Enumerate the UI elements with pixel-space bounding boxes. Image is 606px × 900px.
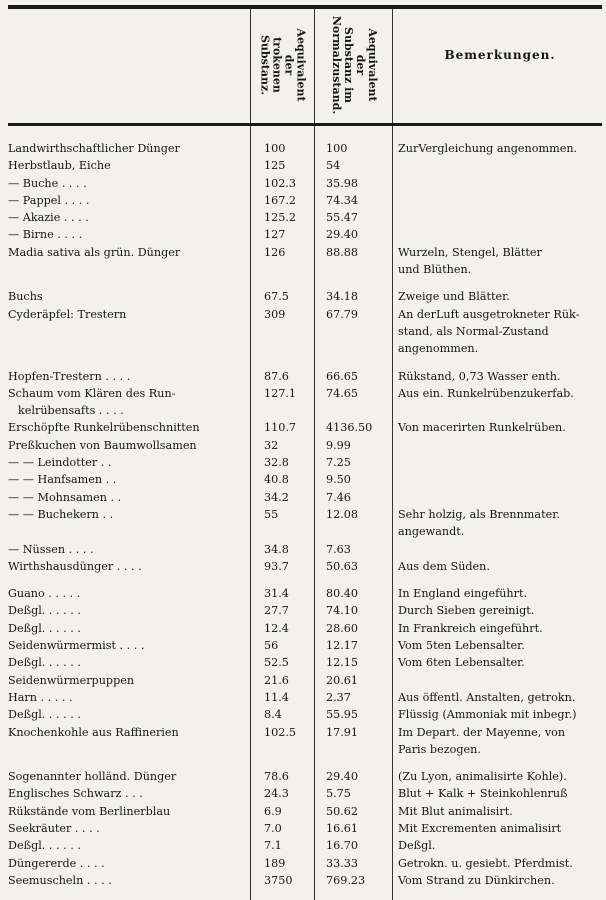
row-remark: Aus ein. Runkelrübenzukerfab. — [398, 386, 574, 400]
row-name: Schaum vom Klären des Run- — [8, 386, 176, 400]
equiv-dry-value: 31.4 — [264, 587, 289, 601]
equiv-normal-value: 2.37 — [326, 690, 351, 704]
row-gap — [8, 278, 602, 288]
equiv-normal-value: 769.23 — [326, 873, 366, 887]
equiv-dry-value: 102.5 — [264, 725, 297, 739]
row-remark: Rükstand, 0,73 Wasser enth. — [398, 369, 561, 383]
table-row — [8, 454, 602, 471]
row-remark: ZurVergleichung angenommen. — [398, 142, 578, 155]
row-remark: Aus öffentl. Anstalten, getrokn. — [398, 690, 576, 704]
equiv-dry-value: 110.7 — [264, 421, 297, 435]
equiv-dry-value: 7.0 — [264, 821, 282, 835]
row-remark: Vom 5ten Lebensalter. — [398, 639, 525, 653]
row-name: Deßgl. . . . . . — [8, 708, 81, 722]
header-equiv-dry-label: Aequivalent der trokenen Substanz. — [259, 28, 308, 102]
table-row — [8, 471, 602, 488]
equiv-normal-value: 100 — [326, 142, 348, 155]
equiv-dry-value: 189 — [264, 856, 286, 870]
header-equiv-normal — [316, 10, 392, 120]
table-row — [8, 419, 602, 436]
row-name: Deßgl. . . . . . — [8, 621, 81, 635]
equiv-normal-value: 16.61 — [326, 821, 359, 835]
row-name: — — Mohnsamen . . — [8, 490, 122, 504]
row-remark: An derLuft ausgetrokneter Rük- stand, als Normal-Zustand angenommen. — [398, 307, 580, 356]
equiv-normal-value: 80.40 — [326, 587, 359, 601]
row-name: — Nüssen . . . . — [8, 542, 94, 556]
equiv-dry-value: 87.6 — [264, 369, 289, 383]
row-remark: Mit Blut animalisirt. — [398, 804, 513, 818]
row-remark: In England eingeführt. — [398, 587, 528, 601]
equiv-normal-value: 35.98 — [326, 176, 359, 190]
equiv-normal-value: 28.60 — [326, 621, 359, 635]
row-name: Erschöpfte Runkelrübenschnitten — [8, 421, 200, 435]
row-name: Landwirthschaftlicher Dünger — [8, 142, 180, 155]
equiv-normal-value: 12.08 — [326, 507, 359, 521]
row-remark: Vom 6ten Lebensalter. — [398, 656, 525, 670]
row-name: — Birne . . . . — [8, 228, 83, 242]
row-name: Hopfen-Trestern . . . . — [8, 369, 131, 383]
equiv-normal-value: 29.40 — [326, 228, 359, 242]
row-remark: Getrokn. u. gesiebt. Pferdmist. — [398, 856, 573, 870]
equiv-normal-value: 74.65 — [326, 386, 359, 400]
row-remark: Zweige und Blätter. — [398, 290, 510, 304]
table-row — [8, 506, 602, 541]
table-row — [8, 654, 602, 671]
equiv-normal-value: 55.47 — [326, 211, 359, 225]
equiv-dry-value: 21.6 — [264, 673, 289, 687]
row-name: — — Leindotter . . — [8, 456, 112, 470]
row-remark: (Zu Lyon, animalisirte Kohle). — [398, 770, 567, 784]
equiv-dry-value: 27.7 — [264, 604, 289, 618]
equiv-normal-value: 50.63 — [326, 559, 359, 573]
equiv-normal-value: 12.17 — [326, 639, 359, 653]
table-row — [8, 368, 602, 385]
table-row — [8, 820, 602, 837]
equiv-dry-value: 167.2 — [264, 193, 297, 207]
equiv-dry-value: 127.1 — [264, 386, 297, 400]
equiv-dry-value: 56 — [264, 639, 279, 653]
table-row — [8, 637, 602, 654]
equiv-dry-value: 93.7 — [264, 559, 289, 573]
equiv-dry-value: 125 — [264, 159, 286, 173]
table-body — [8, 140, 602, 889]
row-remark: Flüssig (Ammoniak mit inbegr.) — [398, 708, 577, 722]
table-row — [8, 785, 602, 802]
table-row — [8, 306, 602, 358]
row-remark: Mit Excrementen animalisirt — [398, 821, 562, 835]
equiv-dry-value: 125.2 — [264, 211, 297, 225]
row-gap — [8, 575, 602, 585]
equiv-dry-value: 32 — [264, 438, 279, 452]
row-remark: In Frankreich eingeführt. — [398, 621, 543, 635]
table-row — [8, 803, 602, 820]
equiv-normal-value: 34.18 — [326, 290, 359, 304]
equiv-normal-value: 16.70 — [326, 839, 359, 853]
equiv-normal-value: 50.62 — [326, 804, 359, 818]
equiv-normal-value: 66.65 — [326, 369, 359, 383]
row-name: Cyderäpfel: Trestern — [8, 307, 127, 321]
equiv-dry-value: 11.4 — [264, 690, 289, 704]
equiv-normal-value: 7.25 — [326, 456, 351, 470]
row-name: — Pappel . . . . — [8, 193, 90, 207]
table-row — [8, 837, 602, 854]
table-row — [8, 768, 602, 785]
row-remark: Von macerirten Runkelrüben. — [398, 421, 566, 435]
row-name: Guano . . . . . — [8, 587, 81, 601]
row-name: — Buche . . . . — [8, 176, 87, 190]
row-name: Buchs — [8, 290, 43, 304]
equiv-dry-value: 102.3 — [264, 176, 297, 190]
row-remark: Durch Sieben gereinigt. — [398, 604, 535, 618]
header-equiv-normal-label: Aequivalent der Substanz im Normalzustand. — [330, 15, 380, 115]
table-row — [8, 209, 602, 226]
equiv-normal-value: 12.15 — [326, 656, 359, 670]
row-name: Preßkuchen von Baumwollsamen — [8, 438, 197, 452]
equiv-normal-value: 29.40 — [326, 770, 359, 784]
row-name: Deßgl. . . . . . — [8, 656, 81, 670]
equiv-dry-value: 34.8 — [264, 542, 289, 556]
equiv-normal-value: 7.46 — [326, 490, 351, 504]
row-name: Deßgl. . . . . . — [8, 604, 81, 618]
table-row — [8, 437, 602, 454]
row-gap — [8, 758, 602, 768]
equiv-dry-value: 7.1 — [264, 839, 282, 853]
table-row — [8, 672, 602, 689]
equiv-dry-value: 55 — [264, 507, 279, 521]
table-row — [8, 620, 602, 637]
row-name: — — Buchekern . . — [8, 507, 114, 521]
table-row — [8, 855, 602, 872]
table-row — [8, 192, 602, 209]
row-remark: Wurzeln, Stengel, Blätter und Blüthen. — [398, 245, 542, 277]
equiv-normal-value: 88.88 — [326, 245, 359, 259]
table-row — [8, 602, 602, 619]
row-name: Seekräuter . . . . — [8, 821, 100, 835]
row-name: — — Hanfsamen . . — [8, 473, 117, 487]
row-name: Herbstlaub, Eiche — [8, 159, 111, 173]
equiv-dry-value: 24.3 — [264, 787, 289, 801]
equiv-normal-value: 17.91 — [326, 725, 359, 739]
equiv-dry-value: 78.6 — [264, 770, 289, 784]
table-row — [8, 157, 602, 174]
table-row — [8, 175, 602, 192]
equiv-normal-value: 5.75 — [326, 787, 351, 801]
table-row — [8, 724, 602, 759]
table-row — [8, 585, 602, 602]
row-name: Sogenannter holländ. Dünger — [8, 770, 177, 784]
header-equiv-dry — [252, 10, 314, 120]
equiv-normal-value: 54 — [326, 159, 341, 173]
table-row — [8, 872, 602, 889]
equiv-normal-value: 33.33 — [326, 856, 359, 870]
equiv-dry-value: 100 — [264, 142, 286, 155]
table-row — [8, 689, 602, 706]
equiv-normal-value: 20.61 — [326, 673, 359, 687]
row-name: Seidenwürmermist . . . . — [8, 639, 145, 653]
row-name: Deßgl. . . . . . — [8, 839, 81, 853]
equiv-dry-value: 309 — [264, 307, 286, 321]
row-name: Englisches Schwarz . . . — [8, 787, 143, 801]
equiv-normal-value: 4136.50 — [326, 421, 373, 435]
equiv-dry-value: 34.2 — [264, 490, 289, 504]
header-rule — [8, 123, 602, 126]
equiv-normal-value: 55.95 — [326, 708, 359, 722]
row-name-continuation: kelrübensafts . . . . — [18, 404, 124, 418]
row-name: Harn . . . . . — [8, 690, 73, 704]
row-name: — Akazie . . . . — [8, 211, 89, 225]
row-remark: Vom Strand zu Dünkirchen. — [398, 873, 555, 887]
row-remark: Deßgl. — [398, 839, 436, 853]
table-row — [8, 558, 602, 575]
equiv-dry-value: 67.5 — [264, 290, 289, 304]
row-remark: Blut + Kalk + Steinkohlenruß — [398, 787, 568, 801]
equiv-dry-value: 52.5 — [264, 656, 289, 670]
table-row — [8, 541, 602, 558]
equiv-normal-value: 74.34 — [326, 193, 359, 207]
row-name: Seemuscheln . . . . — [8, 873, 112, 887]
table-row — [8, 706, 602, 723]
row-remark: Aus dem Süden. — [398, 559, 490, 573]
row-name: Knochenkohle aus Raffinerien — [8, 725, 179, 739]
row-name: Rükstände vom Berlinerblau — [8, 804, 171, 818]
row-gap — [8, 358, 602, 368]
table-row — [8, 226, 602, 243]
row-name: Düngererde . . . . — [8, 856, 105, 870]
equiv-dry-value: 6.9 — [264, 804, 282, 818]
equiv-dry-value: 40.8 — [264, 473, 289, 487]
equiv-normal-value: 9.99 — [326, 438, 351, 452]
table-row — [8, 140, 602, 157]
equiv-dry-value: 126 — [264, 245, 286, 259]
row-name: Wirthshausdünger . . . . — [8, 559, 142, 573]
table-row — [8, 385, 602, 420]
row-remark: Sehr holzig, als Brennmater. angewandt. — [398, 507, 560, 539]
row-name: Madia sativa als grün. Dünger — [8, 245, 181, 259]
row-name: Seidenwürmerpuppen — [8, 673, 135, 687]
equiv-dry-value: 32.8 — [264, 456, 289, 470]
equiv-normal-value: 67.79 — [326, 307, 359, 321]
equiv-normal-value: 7.63 — [326, 542, 351, 556]
table-row — [8, 244, 602, 279]
table-row — [8, 288, 602, 305]
top-rule — [8, 5, 602, 9]
equiv-dry-value: 3750 — [264, 873, 293, 887]
equiv-dry-value: 127 — [264, 228, 286, 242]
row-remark: Im Depart. der Mayenne, von Paris bezogen. — [398, 725, 566, 756]
equiv-normal-value: 9.50 — [326, 473, 351, 487]
equiv-normal-value: 74.10 — [326, 604, 359, 618]
header-remarks: Bemerkungen. — [444, 48, 556, 62]
table-row — [8, 489, 602, 506]
equiv-dry-value: 8.4 — [264, 708, 282, 722]
equiv-dry-value: 12.4 — [264, 621, 289, 635]
